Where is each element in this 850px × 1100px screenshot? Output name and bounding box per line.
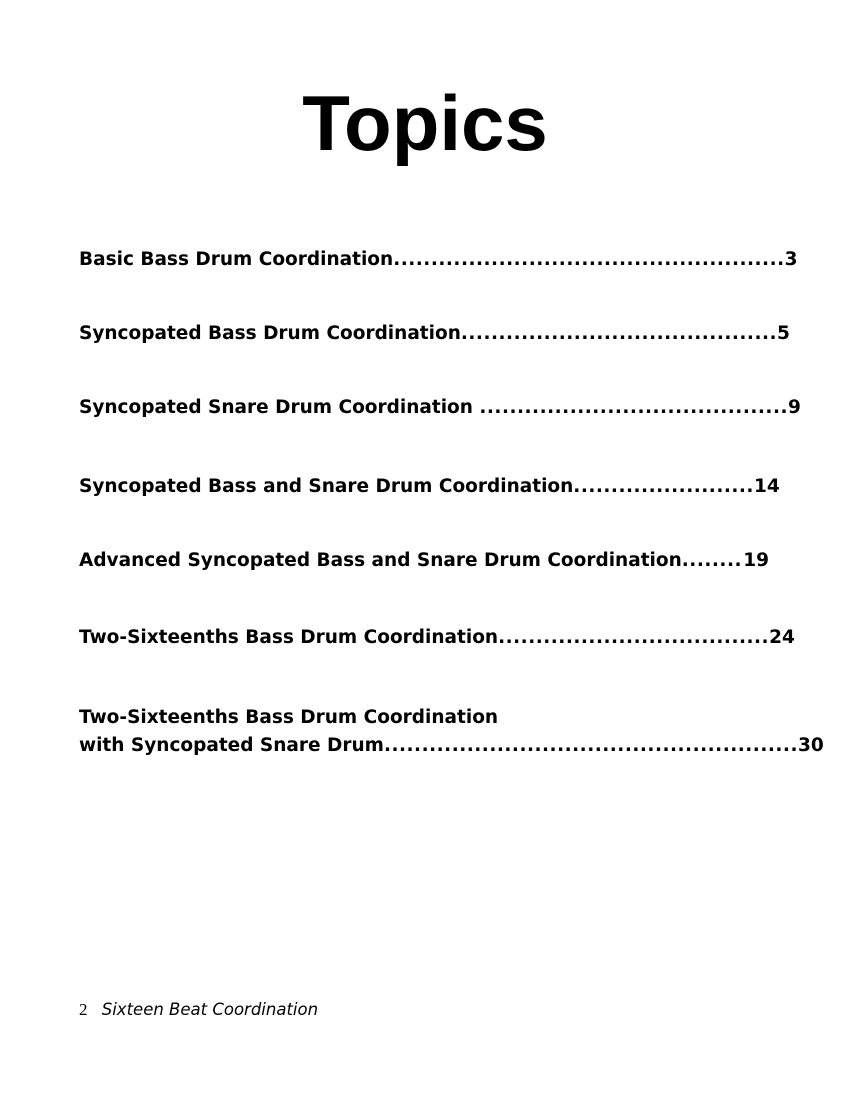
toc-dot-leader: .......................................... (460, 323, 778, 344)
toc-page-number: 5 (777, 323, 790, 344)
toc-page-number: 30 (797, 735, 824, 756)
page-title: Topics (302, 79, 548, 167)
toc-entry (79, 624, 795, 652)
toc-entry-title: Syncopated Bass and Snare Drum Coordination (79, 476, 574, 497)
toc-entry-title-continued: with Syncopated Snare Drum (79, 735, 384, 756)
toc-page-number: 24 (769, 627, 795, 648)
footer-book-title: Sixteen Beat Coordination (101, 1000, 319, 1019)
toc-page-number: 9 (788, 397, 801, 418)
toc-page-number: 3 (784, 249, 798, 270)
toc-entry (79, 704, 824, 760)
toc-dot-leader: ......................................... (479, 397, 789, 418)
toc-dot-leader: .................................................... (393, 249, 785, 270)
toc-entry-title: Two-Sixteenths Bass Drum Coordination (79, 627, 499, 648)
footer-page-number: 2 (79, 1000, 88, 1019)
toc-entry-title: Advanced Syncopated Bass and Snare Drum Coordination (79, 550, 682, 571)
toc-entry-title: Syncopated Snare Drum Coordination (79, 397, 480, 418)
toc-dot-leader: ........................ (573, 476, 754, 497)
toc-entry (79, 547, 769, 575)
toc-dot-leader: .................................... (498, 627, 770, 648)
toc-entry (79, 320, 790, 348)
toc-entry (79, 246, 798, 274)
toc-entry (79, 473, 780, 501)
toc-entry-title: Basic Bass Drum Coordination (79, 249, 394, 270)
page-footer (79, 998, 318, 1022)
toc-page-number: 19 (743, 550, 769, 571)
toc-entry-title: Syncopated Bass Drum Coordination (79, 323, 461, 344)
toc-entry-title: Two-Sixteenths Bass Drum Coordination (79, 707, 499, 728)
toc-page-number: 14 (753, 476, 780, 497)
toc-dot-leader: ........ (681, 550, 743, 571)
toc-entry (79, 394, 801, 422)
toc-dot-leader: ....................................................... (383, 735, 798, 756)
